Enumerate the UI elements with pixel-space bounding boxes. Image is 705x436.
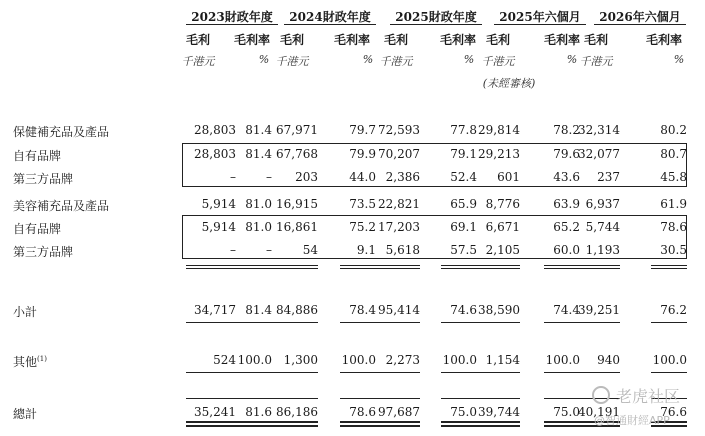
period-title: 2025年六個月 <box>499 10 581 24</box>
subtotal-rule-top <box>470 265 520 266</box>
cell-gross-profit: 1,193 <box>585 243 620 257</box>
subtotal-rule-bottom <box>370 322 420 323</box>
cell-gross-margin: 74.4 <box>553 303 580 317</box>
cell-gross-profit: – <box>230 170 236 184</box>
total-rule-bottom <box>186 425 236 427</box>
cell-gross-profit: 28,803 <box>194 123 236 137</box>
col-header-gross-profit: 毛利 <box>485 33 510 47</box>
cell-gross-profit: 5,914 <box>201 197 236 211</box>
period-underline <box>186 24 278 25</box>
col-header-gross-profit: 毛利 <box>279 33 304 47</box>
cell-gross-margin: 61.9 <box>660 197 687 211</box>
cell-gross-margin: 79.9 <box>349 147 376 161</box>
total-rule-bottom <box>470 425 520 427</box>
cell-gross-profit: 6,937 <box>585 197 620 211</box>
col-header-gross-margin: 毛利率 <box>233 33 270 47</box>
cell-gross-margin: 78.2 <box>553 123 580 137</box>
cell-gross-margin: 81.4 <box>245 303 272 317</box>
others-rule-bottom <box>470 372 520 373</box>
row-label: 第三方品牌 <box>13 172 74 186</box>
cell-gross-profit: 22,821 <box>378 197 420 211</box>
cell-gross-margin: 78.6 <box>660 220 687 234</box>
subtotal-rule-bottom <box>651 322 687 323</box>
row-label: 總計 <box>13 407 38 421</box>
cell-gross-margin: 79.6 <box>553 147 580 161</box>
cell-gross-margin: 60.0 <box>553 243 580 257</box>
cell-gross-margin: 57.5 <box>450 243 477 257</box>
total-rule-bottom <box>370 425 420 427</box>
col-header-gross-margin: 毛利率 <box>645 33 682 47</box>
subtotal-rule-top <box>470 268 520 269</box>
cell-gross-profit: 35,241 <box>194 405 236 419</box>
cell-gross-profit: 67,971 <box>276 123 318 137</box>
subtotal-rule-bottom <box>236 322 272 323</box>
watermark-line1: 老虎社区 <box>616 387 681 406</box>
unit-gross-profit: 千港元 <box>579 55 613 68</box>
cell-gross-margin: – <box>266 243 272 257</box>
period-title: 2026年六個月 <box>599 10 681 24</box>
period-underline <box>594 24 686 25</box>
total-rule-bottom <box>370 421 420 423</box>
sub-brand-box-health <box>182 143 687 187</box>
cell-gross-margin: 81.6 <box>245 405 272 419</box>
row-label: 保健補充品及產品 <box>13 125 110 139</box>
unit-gross-margin: % <box>566 53 578 66</box>
total-rule-bottom <box>268 421 318 423</box>
cell-gross-margin: 75.0 <box>450 405 477 419</box>
sub-brand-box-beauty <box>182 215 687 259</box>
total-rule-bottom <box>186 421 236 423</box>
cell-gross-profit: 8,776 <box>485 197 520 211</box>
cell-gross-margin: 75.2 <box>349 220 376 234</box>
cell-gross-profit: 95,414 <box>378 303 420 317</box>
unit-gross-margin: % <box>463 53 475 66</box>
cell-gross-margin: 69.1 <box>450 220 477 234</box>
cell-gross-profit: 32,314 <box>578 123 620 137</box>
cell-gross-margin: 65.2 <box>553 220 580 234</box>
subtotal-rule-bottom <box>186 322 236 323</box>
col-header-gross-profit: 毛利 <box>185 33 210 47</box>
cell-gross-profit: 940 <box>597 353 620 367</box>
subtotal-rule-top <box>268 268 318 269</box>
cell-gross-profit: 34,717 <box>194 303 236 317</box>
cell-gross-profit: 16,915 <box>276 197 318 211</box>
footnote-marker: (1) <box>37 355 47 363</box>
cell-gross-profit: 29,213 <box>478 147 520 161</box>
cell-gross-profit: 5,744 <box>585 220 620 234</box>
col-header-gross-margin: 毛利率 <box>333 33 370 47</box>
cell-gross-margin: 63.9 <box>553 197 580 211</box>
subtotal-rule-top <box>370 265 420 266</box>
subtotal-rule-top <box>236 265 272 266</box>
cell-gross-margin: 100.0 <box>652 353 687 367</box>
subtotal-rule-top <box>651 268 687 269</box>
subtotal-rule-top <box>570 268 620 269</box>
cell-gross-profit: 16,861 <box>276 220 318 234</box>
period-title: 2025財政年度 <box>395 10 477 24</box>
subtotal-rule-top <box>370 268 420 269</box>
cell-gross-margin: 76.2 <box>660 303 687 317</box>
subtotal-rule-top <box>570 265 620 266</box>
cell-gross-profit: 29,814 <box>478 123 520 137</box>
others-rule-bottom <box>651 372 687 373</box>
cell-gross-profit: 40,191 <box>578 405 620 419</box>
period-underline <box>494 24 586 25</box>
unit-gross-margin: % <box>258 53 270 66</box>
cell-gross-profit: 17,203 <box>378 220 420 234</box>
cell-gross-profit: 601 <box>497 170 520 184</box>
period-underline <box>390 24 482 25</box>
col-header-gross-margin: 毛利率 <box>439 33 476 47</box>
col-header-gross-margin: 毛利率 <box>543 33 580 47</box>
others-rule-bottom <box>370 372 420 373</box>
cell-gross-margin: 45.8 <box>660 170 687 184</box>
cell-gross-margin: 44.0 <box>349 170 376 184</box>
cell-gross-profit: 86,186 <box>276 405 318 419</box>
unit-gross-margin: % <box>362 53 374 66</box>
cell-gross-profit: 237 <box>597 170 620 184</box>
cell-gross-margin: 81.4 <box>245 123 272 137</box>
cell-gross-profit: 72,593 <box>378 123 420 137</box>
row-label: 其他$^{(1)}$ <box>13 355 47 369</box>
cell-gross-margin: 100.0 <box>341 353 376 367</box>
cell-gross-profit: 54 <box>302 243 318 257</box>
cell-gross-margin: 81.4 <box>245 147 272 161</box>
cell-gross-profit: 84,886 <box>276 303 318 317</box>
subtotal-rule-bottom <box>570 322 620 323</box>
cell-gross-profit: 38,590 <box>478 303 520 317</box>
cell-gross-margin: 78.6 <box>349 405 376 419</box>
subtotal-rule-top <box>236 268 272 269</box>
watermark <box>590 384 700 428</box>
row-label: 自有品牌 <box>13 149 62 163</box>
cell-gross-margin: 80.7 <box>660 147 687 161</box>
cell-gross-profit: – <box>230 243 236 257</box>
cell-gross-margin: 79.1 <box>450 147 477 161</box>
unit-gross-profit: 千港元 <box>275 55 309 68</box>
cell-gross-margin: 75.0 <box>553 405 580 419</box>
cell-gross-profit: 2,273 <box>385 353 420 367</box>
cell-gross-margin: 9.1 <box>356 243 376 257</box>
watermark-line2: @智通財經APP <box>594 414 670 427</box>
unit-gross-profit: 千港元 <box>181 55 215 68</box>
cell-gross-profit: 70,207 <box>378 147 420 161</box>
cell-gross-margin: 30.5 <box>660 243 687 257</box>
cell-gross-margin: 81.0 <box>245 197 272 211</box>
cell-gross-margin: 43.6 <box>553 170 580 184</box>
cell-gross-margin: 100.0 <box>237 353 272 367</box>
cell-gross-profit: 5,914 <box>201 220 236 234</box>
unaudited-note: (未經審核) <box>482 77 536 90</box>
cell-gross-profit: 1,300 <box>283 353 318 367</box>
cell-gross-margin: 52.4 <box>450 170 477 184</box>
total-rule-bottom <box>236 425 272 427</box>
total-rule-bottom <box>236 421 272 423</box>
total-rule-top <box>236 398 272 399</box>
row-label: 自有品牌 <box>13 222 62 236</box>
period-title: 2024財政年度 <box>289 10 371 24</box>
cell-gross-profit: 203 <box>295 170 318 184</box>
period-underline <box>284 24 376 25</box>
cell-gross-profit: 6,671 <box>485 220 520 234</box>
cell-gross-profit: 67,768 <box>276 147 318 161</box>
subtotal-rule-top <box>268 265 318 266</box>
cell-gross-profit: 5,618 <box>385 243 420 257</box>
subtotal-rule-bottom <box>268 322 318 323</box>
unit-gross-profit: 千港元 <box>481 55 515 68</box>
others-rule-bottom <box>236 372 272 373</box>
unit-gross-margin: % <box>673 53 685 66</box>
cell-gross-margin: 80.2 <box>660 123 687 137</box>
total-rule-top <box>370 398 420 399</box>
cell-gross-profit: 2,105 <box>485 243 520 257</box>
row-label: 小計 <box>13 305 38 319</box>
cell-gross-margin: 100.0 <box>442 353 477 367</box>
unit-gross-profit: 千港元 <box>379 55 413 68</box>
cell-gross-profit: 39,251 <box>578 303 620 317</box>
subtotal-rule-bottom <box>470 322 520 323</box>
col-header-gross-profit: 毛利 <box>383 33 408 47</box>
cell-gross-profit: 1,154 <box>485 353 520 367</box>
subtotal-rule-top <box>186 265 236 266</box>
cell-gross-margin: 81.0 <box>245 220 272 234</box>
row-label: 美容補充品及產品 <box>13 199 110 213</box>
cell-gross-margin: 73.5 <box>349 197 376 211</box>
cell-gross-profit: 2,386 <box>385 170 420 184</box>
cell-gross-profit: 28,803 <box>194 147 236 161</box>
row-label: 第三方品牌 <box>13 245 74 259</box>
subtotal-rule-top <box>186 268 236 269</box>
cell-gross-profit: 97,687 <box>378 405 420 419</box>
cell-gross-margin: 77.8 <box>450 123 477 137</box>
cell-gross-margin: 100.0 <box>545 353 580 367</box>
cell-gross-margin: – <box>266 170 272 184</box>
others-rule-bottom <box>268 372 318 373</box>
cell-gross-margin: 65.9 <box>450 197 477 211</box>
total-rule-bottom <box>470 421 520 423</box>
cell-gross-margin: 76.6 <box>660 405 687 419</box>
cell-gross-margin: 74.6 <box>450 303 477 317</box>
cell-gross-profit: 32,077 <box>578 147 620 161</box>
cell-gross-profit: 524 <box>213 353 236 367</box>
others-rule-bottom <box>570 372 620 373</box>
cell-gross-margin: 78.4 <box>349 303 376 317</box>
total-rule-top <box>186 398 236 399</box>
cell-gross-margin: 79.7 <box>349 123 376 137</box>
total-rule-bottom <box>268 425 318 427</box>
total-rule-top <box>470 398 520 399</box>
total-rule-top <box>268 398 318 399</box>
col-header-gross-profit: 毛利 <box>583 33 608 47</box>
tiger-logo-icon <box>592 386 610 404</box>
period-title: 2023財政年度 <box>191 10 273 24</box>
others-rule-bottom <box>186 372 236 373</box>
cell-gross-profit: 39,744 <box>478 405 520 419</box>
subtotal-rule-top <box>651 265 687 266</box>
